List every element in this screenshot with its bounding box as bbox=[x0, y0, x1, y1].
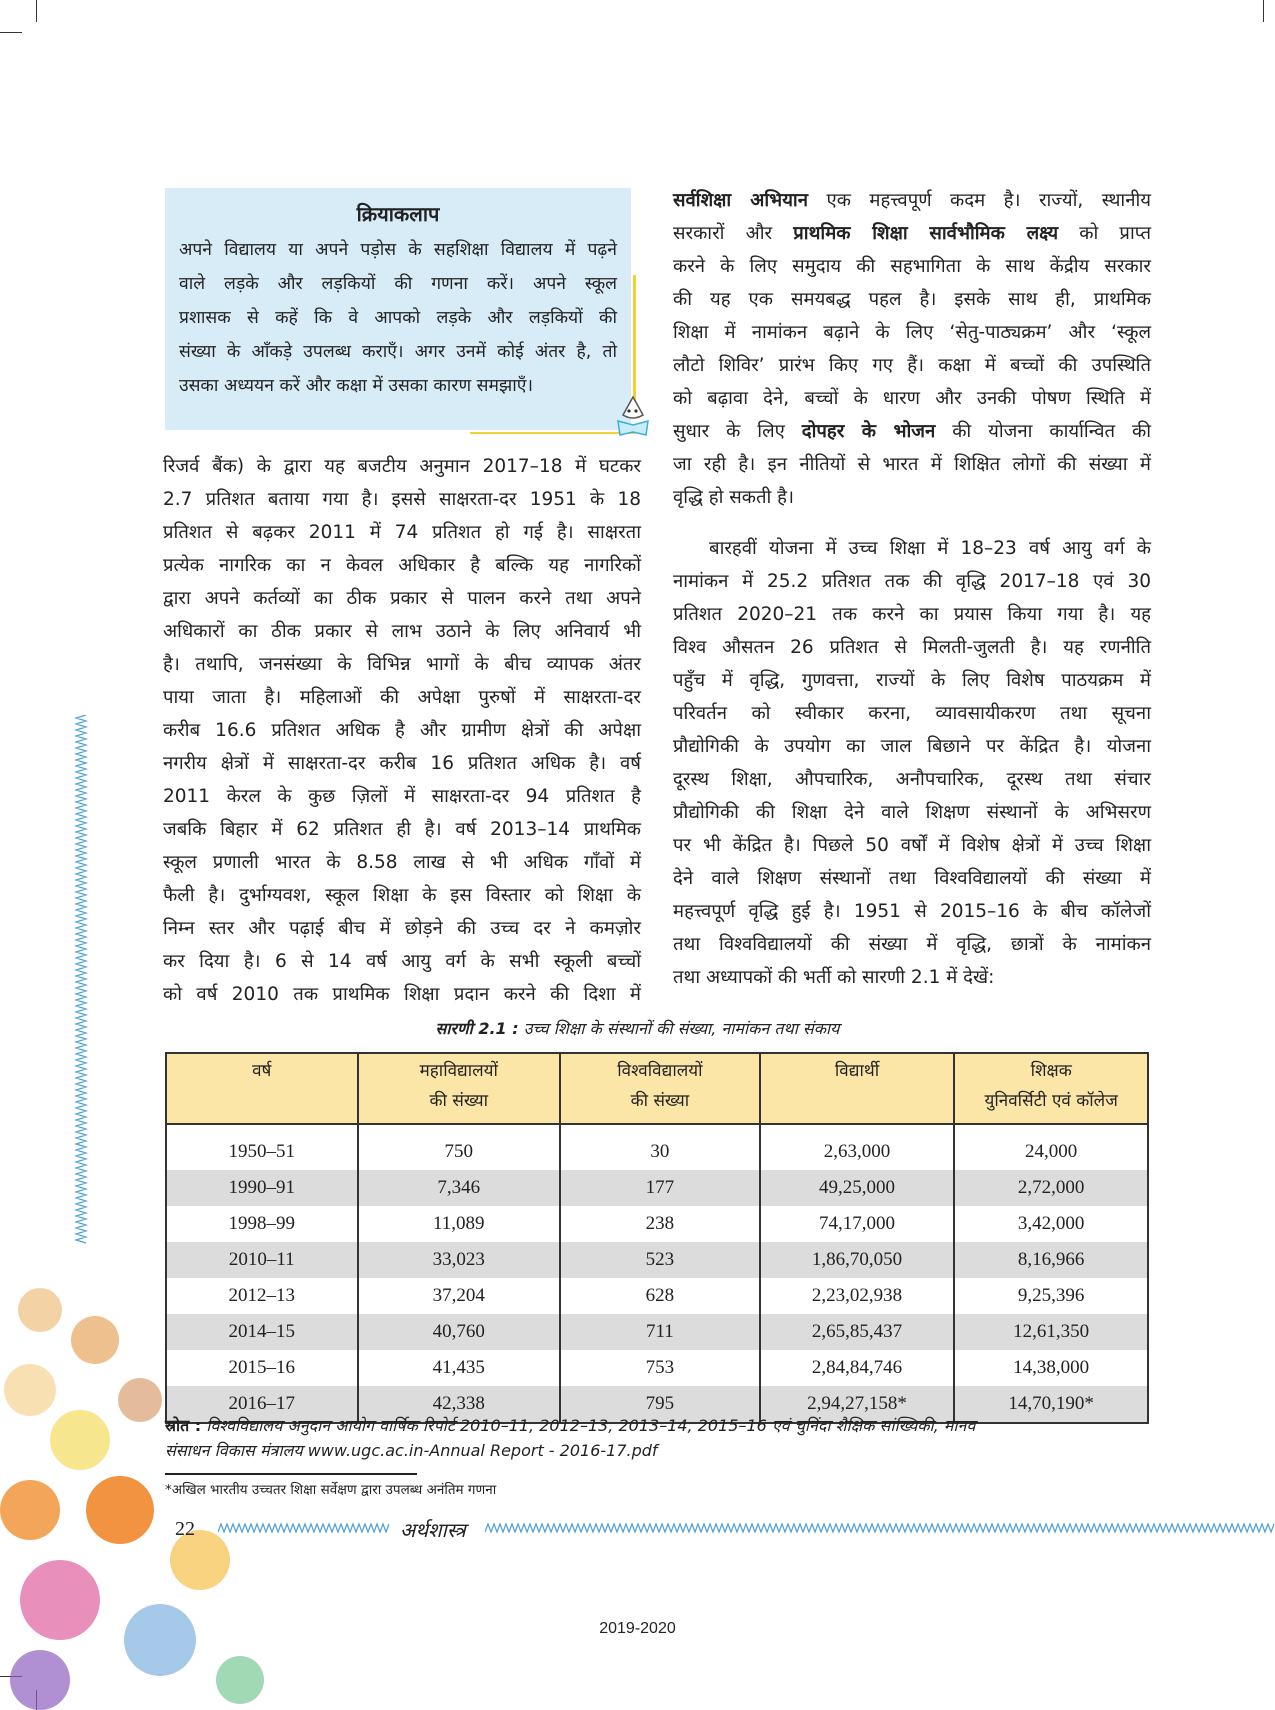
text-line: 2.7 प्रतिशत बताया गया है। इससे साक्षरता-दर 1951 के 18 bbox=[163, 489, 641, 510]
activity-border-accent bbox=[470, 432, 635, 434]
table-cell: 1,86,70,050 bbox=[760, 1242, 955, 1278]
table-cell: 2,94,27,158* bbox=[760, 1386, 955, 1423]
text-line: को वर्ष 2010 तक प्राथमिक शिक्षा प्रदान करने की दिशा में bbox=[163, 984, 641, 1005]
text-line bbox=[673, 481, 1151, 514]
text-line: निम्न स्तर और पढ़ाई बीच में छोड़ने की उच्च दर ने कमज़ोर bbox=[163, 918, 641, 939]
page-number: 22 bbox=[175, 1518, 195, 1540]
activity-text bbox=[165, 233, 631, 403]
text-line: रिजर्व बैंक) के द्वारा यह बजटीय अनुमान 2017–18 में घटकर bbox=[163, 456, 641, 477]
table-row bbox=[166, 1206, 1148, 1242]
activity-title: क्रियाकलाप bbox=[356, 202, 440, 226]
table-row bbox=[166, 1278, 1148, 1314]
text-line: प्रतिशत 2020–21 तक करने का प्रयास किया गया है। यह bbox=[673, 604, 1151, 625]
text-line: 2011 केरल के कुछ ज़िलों में साक्षरता-दर 94 प्रतिशत है bbox=[163, 786, 641, 807]
table-cell: 2010–11 bbox=[166, 1242, 358, 1278]
book-title: अर्थशास्त्र bbox=[400, 1518, 466, 1542]
text-line: नगरीय क्षेत्रों में साक्षरता-दर करीब 16 प्रतिशत अधिक है। वर्ष bbox=[163, 753, 641, 774]
higher-education-table bbox=[165, 1052, 1149, 1424]
text-segment: जा रही है। इन नीतियों से भारत में शिक्षित लोगों की संख्या में bbox=[673, 454, 1151, 475]
text-line: बारहवीं योजना में उच्च शिक्षा में 18–23 वर्ष आयु वर्ग के bbox=[709, 538, 1151, 559]
table-caption-label: सारणी 2.1 : bbox=[435, 1019, 519, 1038]
text-line bbox=[673, 184, 1151, 217]
left-column-text bbox=[163, 450, 641, 1011]
table-cell: 2016–17 bbox=[166, 1386, 358, 1423]
text-line bbox=[673, 250, 1151, 283]
table-cell: 628 bbox=[560, 1278, 760, 1314]
text-line: है। तथापि, जनसंख्या के विभिन्न भागों के बीच व्यापक अंतर bbox=[163, 654, 641, 675]
table-cell: 8,16,966 bbox=[954, 1242, 1148, 1278]
table-row bbox=[166, 1242, 1148, 1278]
text-segment: शिक्षा में नामांकन बढ़ाने के लिए ‘सेतु-पाठ्यक्रम’ और ‘स्कूल bbox=[673, 322, 1151, 343]
text-segment: की यह एक समयबद्ध पहल है। इसके साथ ही, प्राथमिक bbox=[673, 289, 1151, 310]
table-cell: 1950–51 bbox=[166, 1124, 358, 1170]
text-line: विश्व औसतन 26 प्रतिशत से मिलती-जुलती है। यह रणनीति bbox=[673, 637, 1151, 658]
column-header bbox=[560, 1053, 760, 1124]
text-segment: करने के लिए समुदाय की सहभागिता के साथ केंद्रीय सरकार bbox=[673, 256, 1151, 277]
text-segment: एक महत्त्वपूर्ण कदम है। राज्यों, स्थानीय bbox=[807, 190, 1151, 211]
text-line: तथा विश्वविद्यालयों की संख्या में वृद्धि, छात्रों के नामांकन bbox=[673, 934, 1151, 955]
text-line: परिवर्तन को स्वीकार करना, व्यावसायीकरण तथा सूचना bbox=[673, 703, 1151, 724]
bold-term: सर्वशिक्षा अभियान bbox=[673, 190, 808, 211]
text-line: वाले लड़के और लड़कियों की गणना करें। अपने स्कूल bbox=[179, 274, 617, 294]
text-line: जबकि बिहार में 62 प्रतिशत ही है। वर्ष 2013–14 प्राथमिक bbox=[163, 819, 641, 840]
table-cell: 2012–13 bbox=[166, 1278, 358, 1314]
decorative-wave bbox=[485, 1522, 1275, 1534]
table-cell: 1998–99 bbox=[166, 1206, 358, 1242]
table-cell: 14,38,000 bbox=[954, 1350, 1148, 1386]
table-cell: 30 bbox=[560, 1124, 760, 1170]
table-cell: 523 bbox=[560, 1242, 760, 1278]
table-cell: 24,000 bbox=[954, 1124, 1148, 1170]
text-line: कर दिया है। 6 से 14 वर्ष आयु वर्ग के सभी स्कूली बच्चों bbox=[163, 951, 641, 972]
table-cell: 7,346 bbox=[358, 1170, 561, 1206]
text-line: प्रौद्योगिकी के उपयोग का जाल बिछाने पर केंद्रित है। योजना bbox=[673, 736, 1151, 757]
text-line bbox=[673, 217, 1151, 250]
table-cell: 74,17,000 bbox=[760, 1206, 955, 1242]
table-cell: 2014–15 bbox=[166, 1314, 358, 1350]
footnote: *अखिल भारतीय उच्चतर शिक्षा सर्वेक्षण द्वारा उपलब्ध अनंतिम गणना bbox=[165, 1482, 497, 1498]
table-cell: 2015–16 bbox=[166, 1350, 358, 1386]
text-line: स्कूल प्रणाली भारत के 8.58 लाख से भी अधिक गाँवों में bbox=[163, 852, 641, 873]
table-cell: 41,435 bbox=[358, 1350, 561, 1386]
text-line: करीब 16.6 प्रतिशत अधिक है और ग्रामीण क्षेत्रों की अपेक्षा bbox=[163, 720, 641, 741]
table-cell: 2,84,84,746 bbox=[760, 1350, 955, 1386]
text-line bbox=[673, 448, 1151, 481]
text-line: अधिकारों का ठीक प्रकार से लाभ उठाने के लिए अनिवार्य भी bbox=[163, 621, 641, 642]
table-caption-text: उच्च शिक्षा के संस्थानों की संख्या, नामांकन तथा संकाय bbox=[518, 1019, 840, 1038]
table-cell: 238 bbox=[560, 1206, 760, 1242]
table-cell: 795 bbox=[560, 1386, 760, 1423]
decorative-side-wave bbox=[74, 715, 88, 1245]
text-line: पहुँच में वृद्धि, गुणवत्ता, राज्यों के लिए विशेष पाठयक्रम में bbox=[673, 670, 1151, 691]
text-line bbox=[673, 382, 1151, 415]
table-cell: 12,61,350 bbox=[954, 1314, 1148, 1350]
column-header-text: की संख्या bbox=[429, 1091, 489, 1111]
text-line: महत्त्वपूर्ण वृद्धि हुई है। 1951 से 2015–16 के बीच कॉलेजों bbox=[673, 901, 1151, 922]
edition-year: 2019-2020 bbox=[599, 1620, 676, 1637]
column-header-text: की संख्या bbox=[630, 1091, 690, 1111]
table-header-row bbox=[166, 1053, 1148, 1124]
text-line: फैली है। दुर्भाग्यवश, स्कूल शिक्षा के इस विस्तार को शिक्षा के bbox=[163, 885, 641, 906]
activity-border-accent bbox=[633, 275, 636, 415]
table-cell: 177 bbox=[560, 1170, 760, 1206]
table-cell: 711 bbox=[560, 1314, 760, 1350]
text-line bbox=[673, 283, 1151, 316]
text-line: अपने विद्यालय या अपने पड़ोस के सहशिक्षा विद्यालय में पढ़ने bbox=[179, 240, 617, 260]
table-cell: 2,72,000 bbox=[954, 1170, 1148, 1206]
source-label: स्रोत : bbox=[165, 1416, 202, 1435]
crop-mark bbox=[1263, 0, 1264, 22]
table-cell: 11,089 bbox=[358, 1206, 561, 1242]
text-line: प्रशासक से कहें कि वे आपको लड़के और लड़कियों की bbox=[179, 308, 617, 328]
text-line bbox=[673, 316, 1151, 349]
bold-term: प्राथमिक शिक्षा सार्वभौमिक लक्ष्य bbox=[793, 223, 1059, 244]
table-cell: 3,42,000 bbox=[954, 1206, 1148, 1242]
reading-figure-icon bbox=[615, 395, 651, 437]
source-line-1: विश्वविद्यालय अनुदान आयोग वार्षिक रिपोर्ट 2010–11, 2012–13, 2013–14, 2015–16 एवं चुनिंदा शैक्षिक सांख्यिकी, मानव bbox=[201, 1416, 976, 1435]
column-header-text: विश्वविद्यालयों bbox=[617, 1061, 703, 1081]
table-cell: 33,023 bbox=[358, 1242, 561, 1278]
table-cell: 750 bbox=[358, 1124, 561, 1170]
right-column-paragraph-1 bbox=[673, 184, 1151, 514]
text-line: देने वाले शिक्षण संस्थानों तथा विश्वविद्यालयों की संख्या में bbox=[673, 868, 1151, 889]
table-cell: 40,760 bbox=[358, 1314, 561, 1350]
text-line: दूरस्थ शिक्षा, औपचारिक, अनौपचारिक, दूरस्थ तथा संचार bbox=[673, 769, 1151, 790]
table-cell: 2,23,02,938 bbox=[760, 1278, 955, 1314]
column-header bbox=[760, 1053, 955, 1124]
text-segment: लौटो शिविर’ प्रारंभ किए गए हैं। कक्षा में बच्चों की उपस्थिति bbox=[673, 355, 1151, 376]
text-line: प्रौद्योगिकी की शिक्षा देने वाले शिक्षण संस्थानों के अभिसरण bbox=[673, 802, 1151, 823]
source-line-2: संसाधन विकास मंत्रालय www.ugc.ac.in-Annual Report - 2016-17.pdf bbox=[165, 1441, 658, 1460]
wave-stroke bbox=[76, 715, 86, 1243]
table-cell: 1990–91 bbox=[166, 1170, 358, 1206]
children-illustration bbox=[0, 1280, 280, 1710]
text-segment: सरकारों और bbox=[673, 223, 794, 244]
crop-mark bbox=[0, 32, 22, 33]
table-row bbox=[166, 1314, 1148, 1350]
table-cell: 14,70,190* bbox=[954, 1386, 1148, 1423]
column-header-text: विद्यार्थी bbox=[834, 1061, 880, 1081]
table-row bbox=[166, 1170, 1148, 1206]
table-cell: 9,25,396 bbox=[954, 1278, 1148, 1314]
table-cell: 2,65,85,437 bbox=[760, 1314, 955, 1350]
column-header bbox=[166, 1053, 358, 1124]
text-line: उसका अध्ययन करें और कक्षा में उसका कारण समझाएँ। bbox=[179, 376, 534, 396]
text-line: प्रतिशत से बढ़कर 2011 में 74 प्रतिशत हो गई है। साक्षरता bbox=[163, 522, 641, 543]
text-line: संख्या के आँकड़े उपलब्ध कराएँ। अगर उनमें कोई अंतर है, तो bbox=[179, 342, 617, 362]
column-header-text: वर्ष bbox=[252, 1061, 272, 1081]
text-segment: सुधार के लिए bbox=[673, 421, 802, 442]
table-source bbox=[165, 1413, 1125, 1463]
table-row bbox=[166, 1350, 1148, 1386]
text-line bbox=[673, 349, 1151, 382]
text-line: तथा अध्यापकों की भर्ती को सारणी 2.1 में देखें: bbox=[673, 967, 995, 988]
table-caption bbox=[0, 1017, 1275, 1039]
text-line bbox=[673, 415, 1151, 448]
table-row bbox=[166, 1124, 1148, 1170]
crop-mark bbox=[36, 0, 37, 22]
text-segment: की योजना कार्यान्वित की bbox=[935, 421, 1151, 442]
column-header bbox=[954, 1053, 1148, 1124]
column-header-text: युनिवर्सिटी एवं कॉलेज bbox=[984, 1091, 1118, 1111]
text-line: पर भी केंद्रित है। पिछले 50 वर्षों में विशेष क्षेत्रों में उच्च शिक्षा bbox=[673, 835, 1151, 856]
column-header-text: शिक्षक bbox=[1030, 1061, 1072, 1081]
text-line: नामांकन में 25.2 प्रतिशत तक की वृद्धि 2017–18 एवं 30 bbox=[673, 571, 1151, 592]
right-column-paragraph-2 bbox=[673, 532, 1151, 994]
text-line: द्वारा अपने कर्तव्यों का ठीक प्रकार से पालन करने तथा अपने bbox=[163, 588, 641, 609]
bold-term: दोपहर के भोजन bbox=[801, 421, 936, 442]
text-line: पाया जाता है। महिलाओं की अपेक्षा पुरुषों में साक्षरता-दर bbox=[163, 687, 641, 708]
table-cell: 753 bbox=[560, 1350, 760, 1386]
text-segment: को बढ़ावा देने, बच्चों के धारण और उनकी पोषण स्थिति में bbox=[673, 388, 1151, 409]
table-cell: 37,204 bbox=[358, 1278, 561, 1314]
text-segment: वृद्धि हो सकती है। bbox=[673, 487, 795, 508]
text-segment: को प्राप्त bbox=[1058, 223, 1151, 244]
table-cell: 42,338 bbox=[358, 1386, 561, 1423]
column-header bbox=[358, 1053, 561, 1124]
wave-stroke bbox=[485, 1524, 1274, 1532]
activity-box bbox=[165, 188, 631, 430]
table-cell: 49,25,000 bbox=[760, 1170, 955, 1206]
text-line: प्रत्येक नागरिक का न केवल अधिकार है बल्कि यह नागरिकों bbox=[163, 555, 641, 576]
table-cell: 2,63,000 bbox=[760, 1124, 955, 1170]
column-header-text: महाविद्यालयों bbox=[419, 1061, 498, 1081]
